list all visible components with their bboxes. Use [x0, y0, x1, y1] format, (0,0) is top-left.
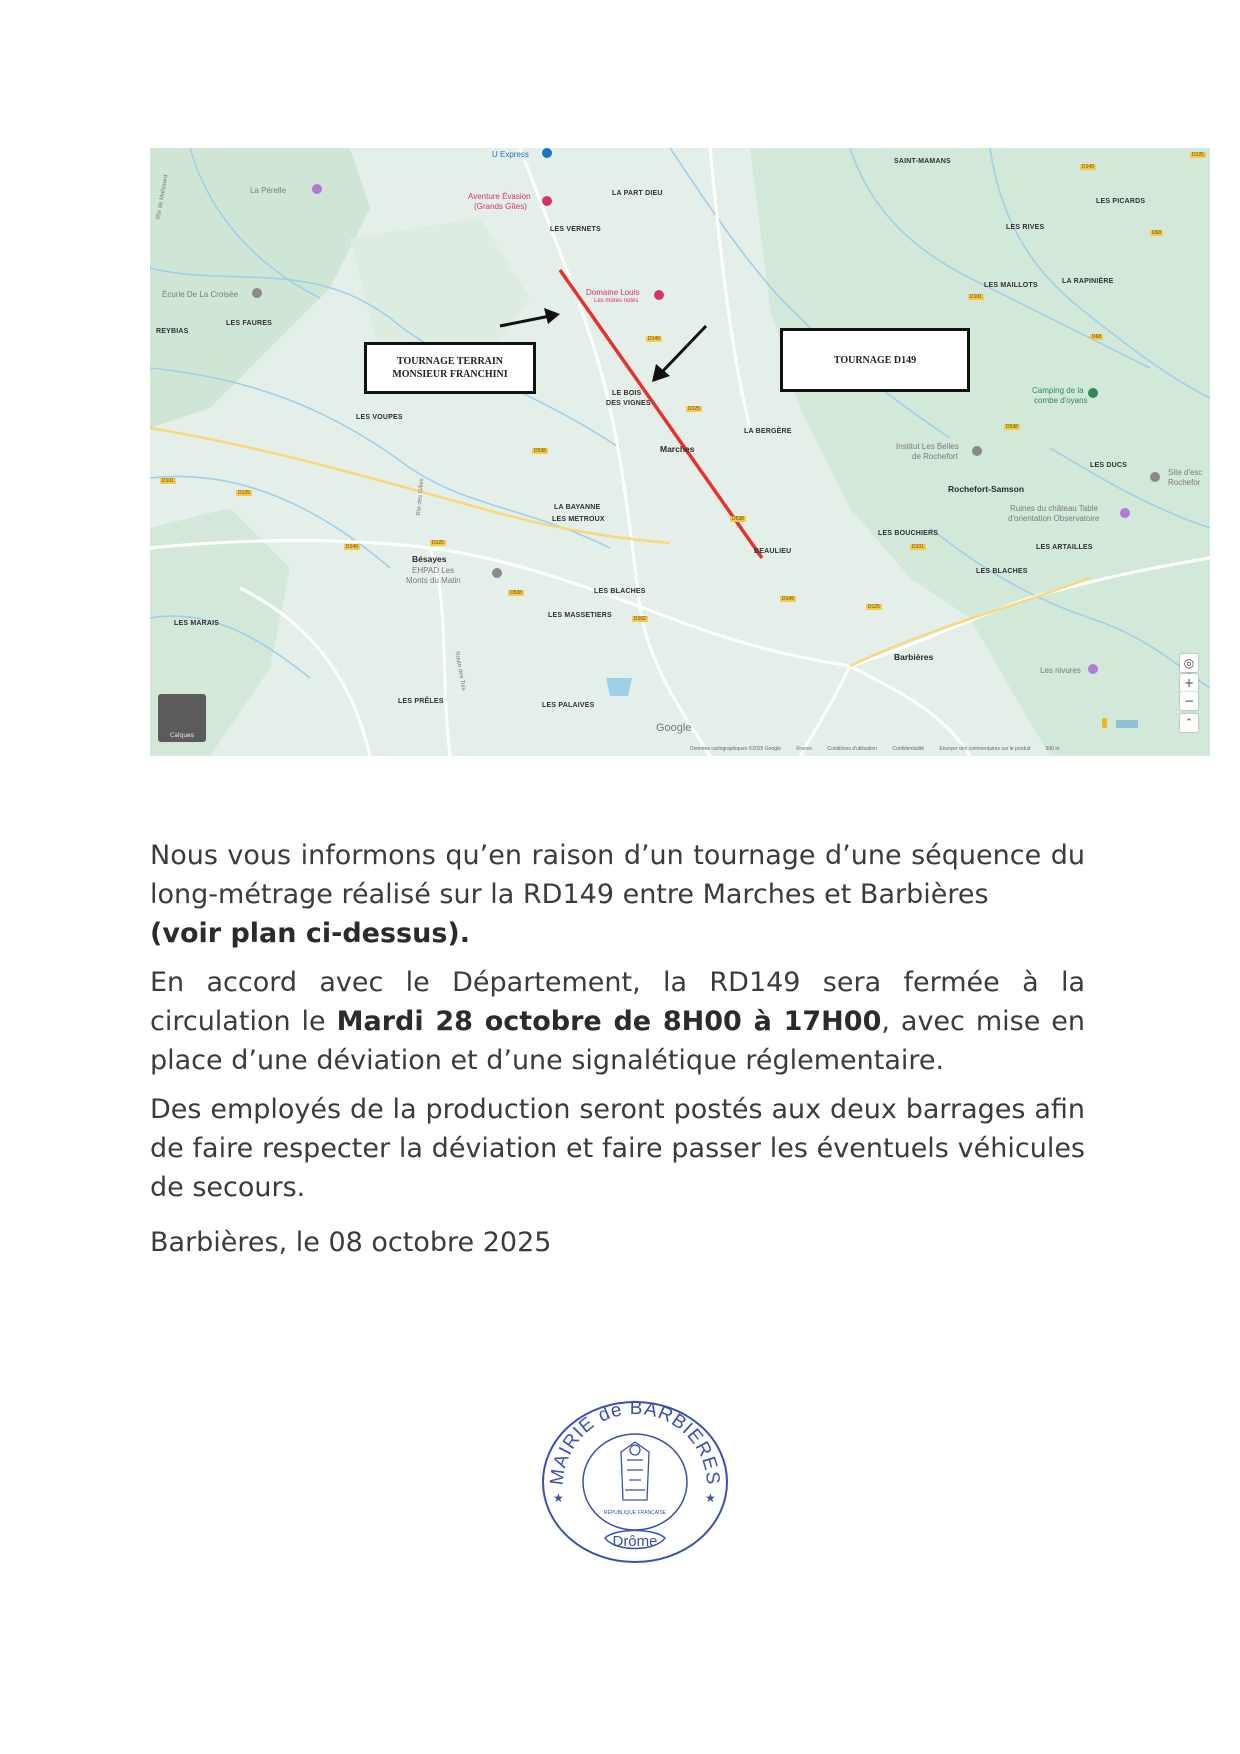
paragraph-3: [150, 1090, 1085, 1207]
place-les-faures: LES FAURES: [226, 320, 272, 327]
place-icon: [252, 288, 262, 298]
road-shield: D101: [162, 478, 174, 484]
footer-privacy[interactable]: Confidentialité: [892, 746, 925, 752]
place-icon: [972, 446, 982, 456]
place-les-artailles: LES ARTAILLES: [1036, 544, 1093, 551]
place-les-picards: LES PICARDS: [1096, 198, 1146, 205]
poi-institut-2: de Rochefort: [912, 452, 958, 461]
layers-button[interactable]: [158, 694, 206, 742]
road-shield: D68: [1152, 230, 1162, 236]
place-beaulieu: BEAULIEU: [754, 548, 792, 555]
place-la-rapiniere: LA RAPINIÈRE: [1062, 278, 1114, 285]
road-shield: D101: [912, 544, 924, 550]
town-besayes: Bésayes: [412, 554, 447, 564]
poi-institut-1: Institut Les Belles: [896, 442, 959, 451]
camping-icon: [1088, 388, 1098, 398]
layers-label: Calques: [170, 732, 194, 739]
road-name: Rte de Malissard: [155, 174, 170, 220]
expand-button[interactable]: ⌃: [1180, 714, 1198, 732]
road-shield: D125: [1192, 152, 1204, 158]
zoom-in-button[interactable]: +: [1180, 674, 1198, 692]
paragraph-2: [150, 963, 1085, 1080]
paragraph-2-text-a: En accord avec le Département, la RD149 sera fermée à la circulation le: [150, 967, 1085, 1037]
poi-ehpad-2: Monts du Matin: [406, 576, 461, 585]
road-shield: D149: [782, 596, 794, 602]
place-les-blaches-e: LES BLACHES: [976, 568, 1028, 575]
place-le-bois-2: DES VIGNES: [606, 400, 651, 407]
place-la-bergere: LA BERGÈRE: [744, 428, 792, 435]
place-icon: [492, 568, 502, 578]
google-logo: Google: [656, 722, 692, 734]
place-les-voupes: LES VOUPES: [356, 414, 403, 421]
place-les-ducs: LES DUCS: [1090, 462, 1127, 469]
road-shield: D538: [510, 590, 522, 596]
footer-country[interactable]: France: [796, 746, 812, 752]
paragraph-1-text: Nous vous informons qu’en raison d’un tournage d’une séquence du long-métrage réalisé sur la RD149 entre Marches et Barbières: [150, 840, 1085, 910]
place-les-metroux: LES METROUX: [552, 516, 605, 523]
poi-ruines-1: Ruines du château Table: [1010, 504, 1098, 513]
poi-camping-1: Camping de la: [1032, 386, 1084, 395]
paragraph-1-bold: (voir plan ci-dessus).: [150, 918, 471, 949]
road-shield: D101: [970, 294, 982, 300]
town-hall-stamp: [535, 1390, 735, 1568]
shop-icon: [542, 148, 552, 158]
road-shield: D125: [432, 540, 444, 546]
poi-aventure-evasion-1: Aventure Évasion: [468, 192, 531, 201]
hotel-icon: [542, 196, 552, 206]
map-footer: [690, 746, 1074, 752]
road-shield: D68: [1092, 334, 1102, 340]
signature-text: Barbières, le 08 octobre 2025: [150, 1227, 552, 1258]
shop-icon: [654, 290, 664, 300]
place-icon: [1150, 472, 1160, 482]
map-image: [150, 148, 1210, 756]
poi-domaine-louis-1: Domaine Louis: [586, 288, 640, 297]
callout-left-line1: TOURNAGE TERRAIN: [396, 356, 504, 367]
callout-right-label: TOURNAGE D149: [833, 354, 917, 366]
poi-site-1: Site d'esc: [1168, 468, 1203, 477]
paragraph-2-text-b: , avec mise en place d’une déviation et d’une signalétique réglementaire.: [150, 1006, 1085, 1076]
place-les-maillots: LES MAILLOTS: [984, 282, 1038, 289]
zoom-out-button[interactable]: −: [1180, 692, 1198, 710]
viewpoint-icon: [1120, 508, 1130, 518]
road-name: Rte des Gilles: [416, 478, 426, 516]
place-les-marais: LES MARAIS: [174, 620, 220, 627]
place-reybias: REYBIAS: [156, 328, 189, 335]
town-barbieres: Barbières: [894, 652, 934, 662]
place-le-bois-1: LE BOIS: [612, 390, 642, 397]
road-name: Route des Tois: [453, 650, 467, 692]
pegman-icon: [1102, 718, 1107, 728]
road-shield: D538: [732, 516, 744, 522]
place-icon: [312, 184, 322, 194]
town-rochefort: Rochefort-Samson: [948, 484, 1025, 494]
town-marches: Marches: [660, 444, 695, 454]
footer-feedback[interactable]: Envoyer des commentaires sur le produit: [939, 746, 1031, 752]
place-la-part-dieu: LA PART DIEU: [612, 190, 663, 197]
marianne-emblem: [621, 1442, 649, 1500]
poi-u-express: U Express: [492, 150, 529, 159]
poi-les-nivures: Les nivures: [1040, 666, 1081, 675]
imagery-icon: [1116, 720, 1138, 728]
road-shield: D149: [346, 544, 358, 550]
callout-tournage-d149: [780, 328, 970, 392]
callout-left-line2: MONSIEUR FRANCHINI: [392, 369, 508, 380]
stamp-inner-text: RÉPUBLIQUE FRANÇAISE: [603, 1510, 667, 1516]
paragraph-1: [150, 836, 1085, 953]
place-les-massetiers: LES MASSETIERS: [548, 612, 612, 619]
footer-data: Données cartographiques ©2025 Google: [690, 746, 781, 752]
star-icon: ★: [705, 1491, 716, 1505]
place-les-vernets: LES VERNETS: [550, 226, 601, 233]
poi-aventure-evasion-2: (Grands Gîtes): [474, 202, 527, 211]
road-shield: D538: [1006, 424, 1018, 430]
locate-button[interactable]: ◎: [1180, 654, 1198, 672]
notice-body: [150, 836, 1085, 1272]
poi-ruines-2: d'orientation Observatoire: [1008, 514, 1100, 523]
signature-line: [150, 1223, 1085, 1262]
place-les-rives: LES RIVES: [1006, 224, 1045, 231]
place-les-palaives: LES PALAIVES: [542, 702, 595, 709]
place-saint-mamans: SAINT-MAMANS: [894, 158, 951, 165]
road-shield: D125: [688, 406, 700, 412]
poi-domaine-louis-2: Les mûres notés: [594, 298, 639, 304]
road-shield: D125: [868, 604, 880, 610]
stamp-bottom-text: Drôme: [612, 1533, 658, 1550]
road-shield: D149: [1082, 164, 1094, 170]
stamp-ring-text: MAIRIE de BARBIERES: [546, 1397, 724, 1487]
road-shield: D125: [238, 490, 250, 496]
place-les-preles: LES PRÊLES: [398, 698, 444, 705]
place-la-bayanne: LA BAYANNE: [554, 504, 601, 511]
road-shield: D102: [634, 616, 646, 622]
poi-la-perelle: La Pérelle: [250, 186, 287, 195]
place-les-blaches-w: LES BLACHES: [594, 588, 646, 595]
poi-site-2: Rochefor: [1168, 478, 1201, 487]
footer-terms[interactable]: Conditions d'utilisation: [827, 746, 877, 752]
callout-tournage-terrain: [364, 342, 536, 394]
footer-scale: 500 m: [1045, 746, 1060, 752]
poi-ecurie: Écurie De La Croisée: [162, 290, 239, 299]
poi-ehpad-1: EHPAD Les: [412, 566, 455, 575]
place-les-bouchiers: LES BOUCHIERS: [878, 530, 939, 537]
road-shield: D149: [648, 336, 660, 342]
paragraph-2-bold: Mardi 28 octobre de 8H00 à 17H00: [336, 1006, 882, 1037]
poi-camping-2: combe d'oyans: [1034, 396, 1088, 405]
paragraph-3-text: Des employés de la production seront postés aux deux barrages afin de faire respecter la déviation et faire passer les éventuels véhicules de secours.: [150, 1094, 1085, 1203]
place-icon: [1088, 664, 1098, 674]
road-shield: D538: [534, 448, 546, 454]
star-icon: ★: [553, 1491, 564, 1505]
